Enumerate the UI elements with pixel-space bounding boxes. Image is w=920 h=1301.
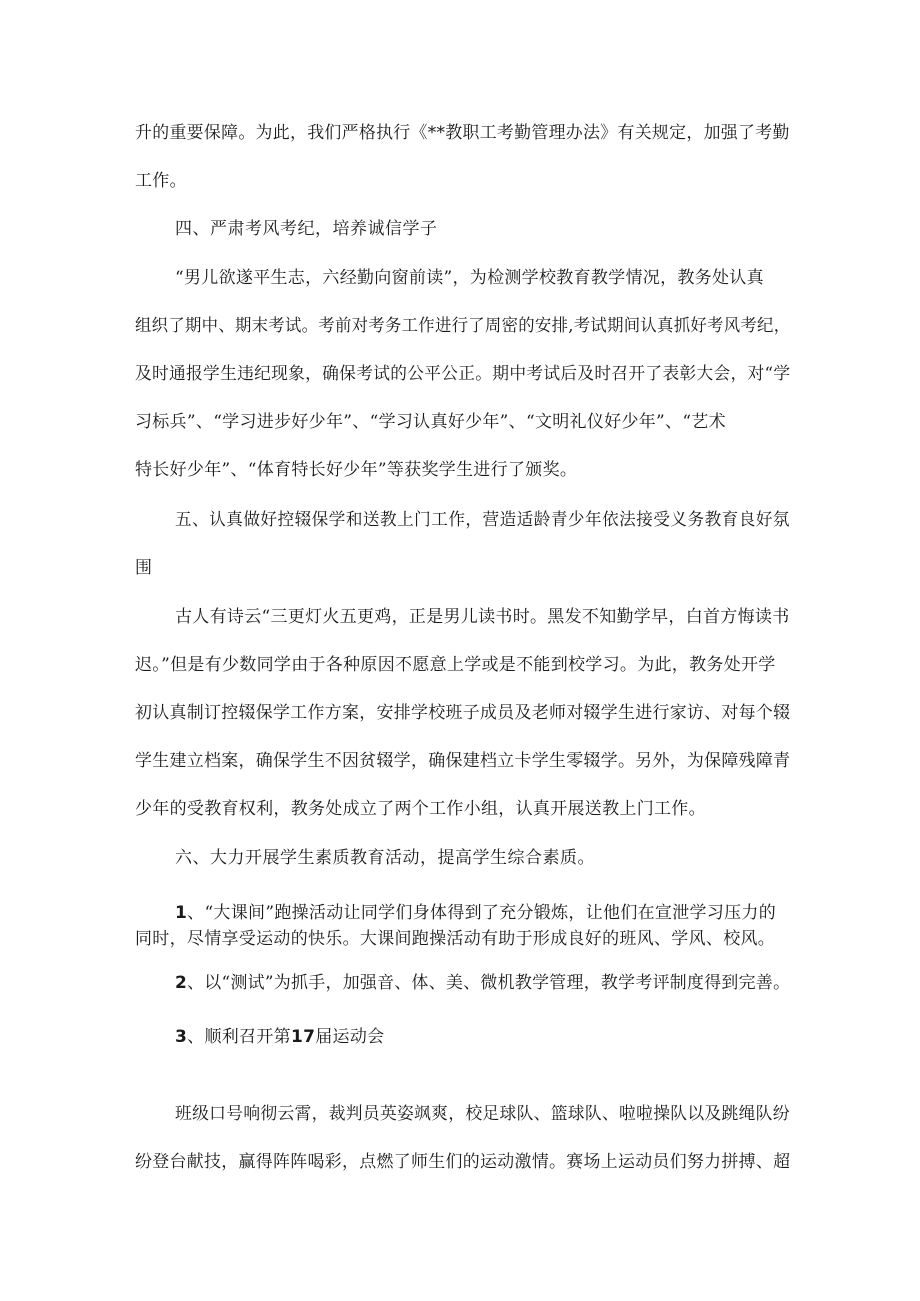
list-item-1-cont: 同时，尽情享受运动的快乐。大课间跑操活动有助于形成良好的班风、学风、校风。 [135, 929, 776, 949]
section-heading-6: 六、大力开展学生素质教育活动，提高学生综合素质。 [175, 848, 595, 868]
paragraph-line: 特长好少年”、“体育特长好少年”等获奖学生进行了颁奖。 [135, 460, 578, 480]
list-item-text: 届运动会 [315, 1027, 385, 1047]
list-item-text: 、“大课间”跑操活动让同学们身体得到了充分锻炼，让他们在宣泄学习压力的 [187, 903, 777, 923]
list-item-2 [175, 972, 790, 994]
sports-meet-number: 17 [290, 1027, 316, 1047]
list-item-text: 、以“测试”为抓手，加强音、体、美、微机教学管理，教学考评制度得到完善。 [187, 973, 791, 993]
list-item-3 [175, 1026, 384, 1048]
list-item-1 [175, 902, 776, 924]
paragraph-line: 及时通报学生违纪现象，确保考试的公平公正。期中考试后及时召开了表彰大会，对“学 [135, 364, 791, 384]
paragraph-line: 组织了期中、期末考试。考前对考务工作进行了周密的安排,考试期间认真抓好考风考纪， [135, 316, 791, 336]
list-number: 1 [175, 903, 188, 923]
paragraph-line: 学生建立档案，确保学生不因贫辍学，确保建档立卡学生零辍学。另外，为保障残障青 [135, 751, 791, 771]
paragraph-line: 初认真制订控辍保学工作方案，安排学校班子成员及老师对辍学生进行家访、对每个辍 [135, 703, 791, 723]
paragraph-line: 班级口号响彻云霄，裁判员英姿飒爽，校足球队、篮球队、啦啦操队以及跳绳队纷 [175, 1104, 790, 1124]
paragraph-line: 少年的受教育权利，教务处成立了两个工作小组，认真开展送教上门工作。 [135, 799, 706, 819]
paragraph-line: 纷登台献技，赢得阵阵喝彩，点燃了师生们的运动激情。赛场上运动员们努力拼搏、超 [135, 1152, 791, 1172]
section-heading-4: 四、严肃考风考纪，培养诚信学子 [175, 219, 438, 239]
paragraph-line: 习标兵”、“学习进步好少年”、“学习认真好少年”、“文明礼仪好少年”、“艺术 [135, 412, 726, 432]
section-heading-5-cont: 围 [135, 558, 153, 578]
list-number: 3 [175, 1027, 188, 1047]
paragraph-line: 工作。 [135, 171, 187, 191]
list-number: 2 [175, 973, 188, 993]
section-heading-5: 五、认真做好控辍保学和送教上门工作，营造适龄青少年依法接受义务教育良好氛 [175, 510, 791, 530]
paragraph-line: “男儿欲遂平生志，六经勤向窗前读”，为检测学校教育教学情况，教务处认真 [175, 268, 764, 288]
paragraph-line: 迟。”但是有少数同学由于各种原因不愿意上学或是不能到校学习。为此，教务处开学 [135, 655, 776, 675]
paragraph-line: 古人有诗云“三更灯火五更鸡，正是男儿读书时。黑发不知勤学早，白首方悔读书 [175, 607, 790, 627]
list-item-text: 、顺利召开第 [187, 1027, 291, 1047]
paragraph-line: 升的重要保障。为此，我们严格执行《**教职工考勤管理办法》有关规定，加强了考勤 [135, 123, 790, 143]
